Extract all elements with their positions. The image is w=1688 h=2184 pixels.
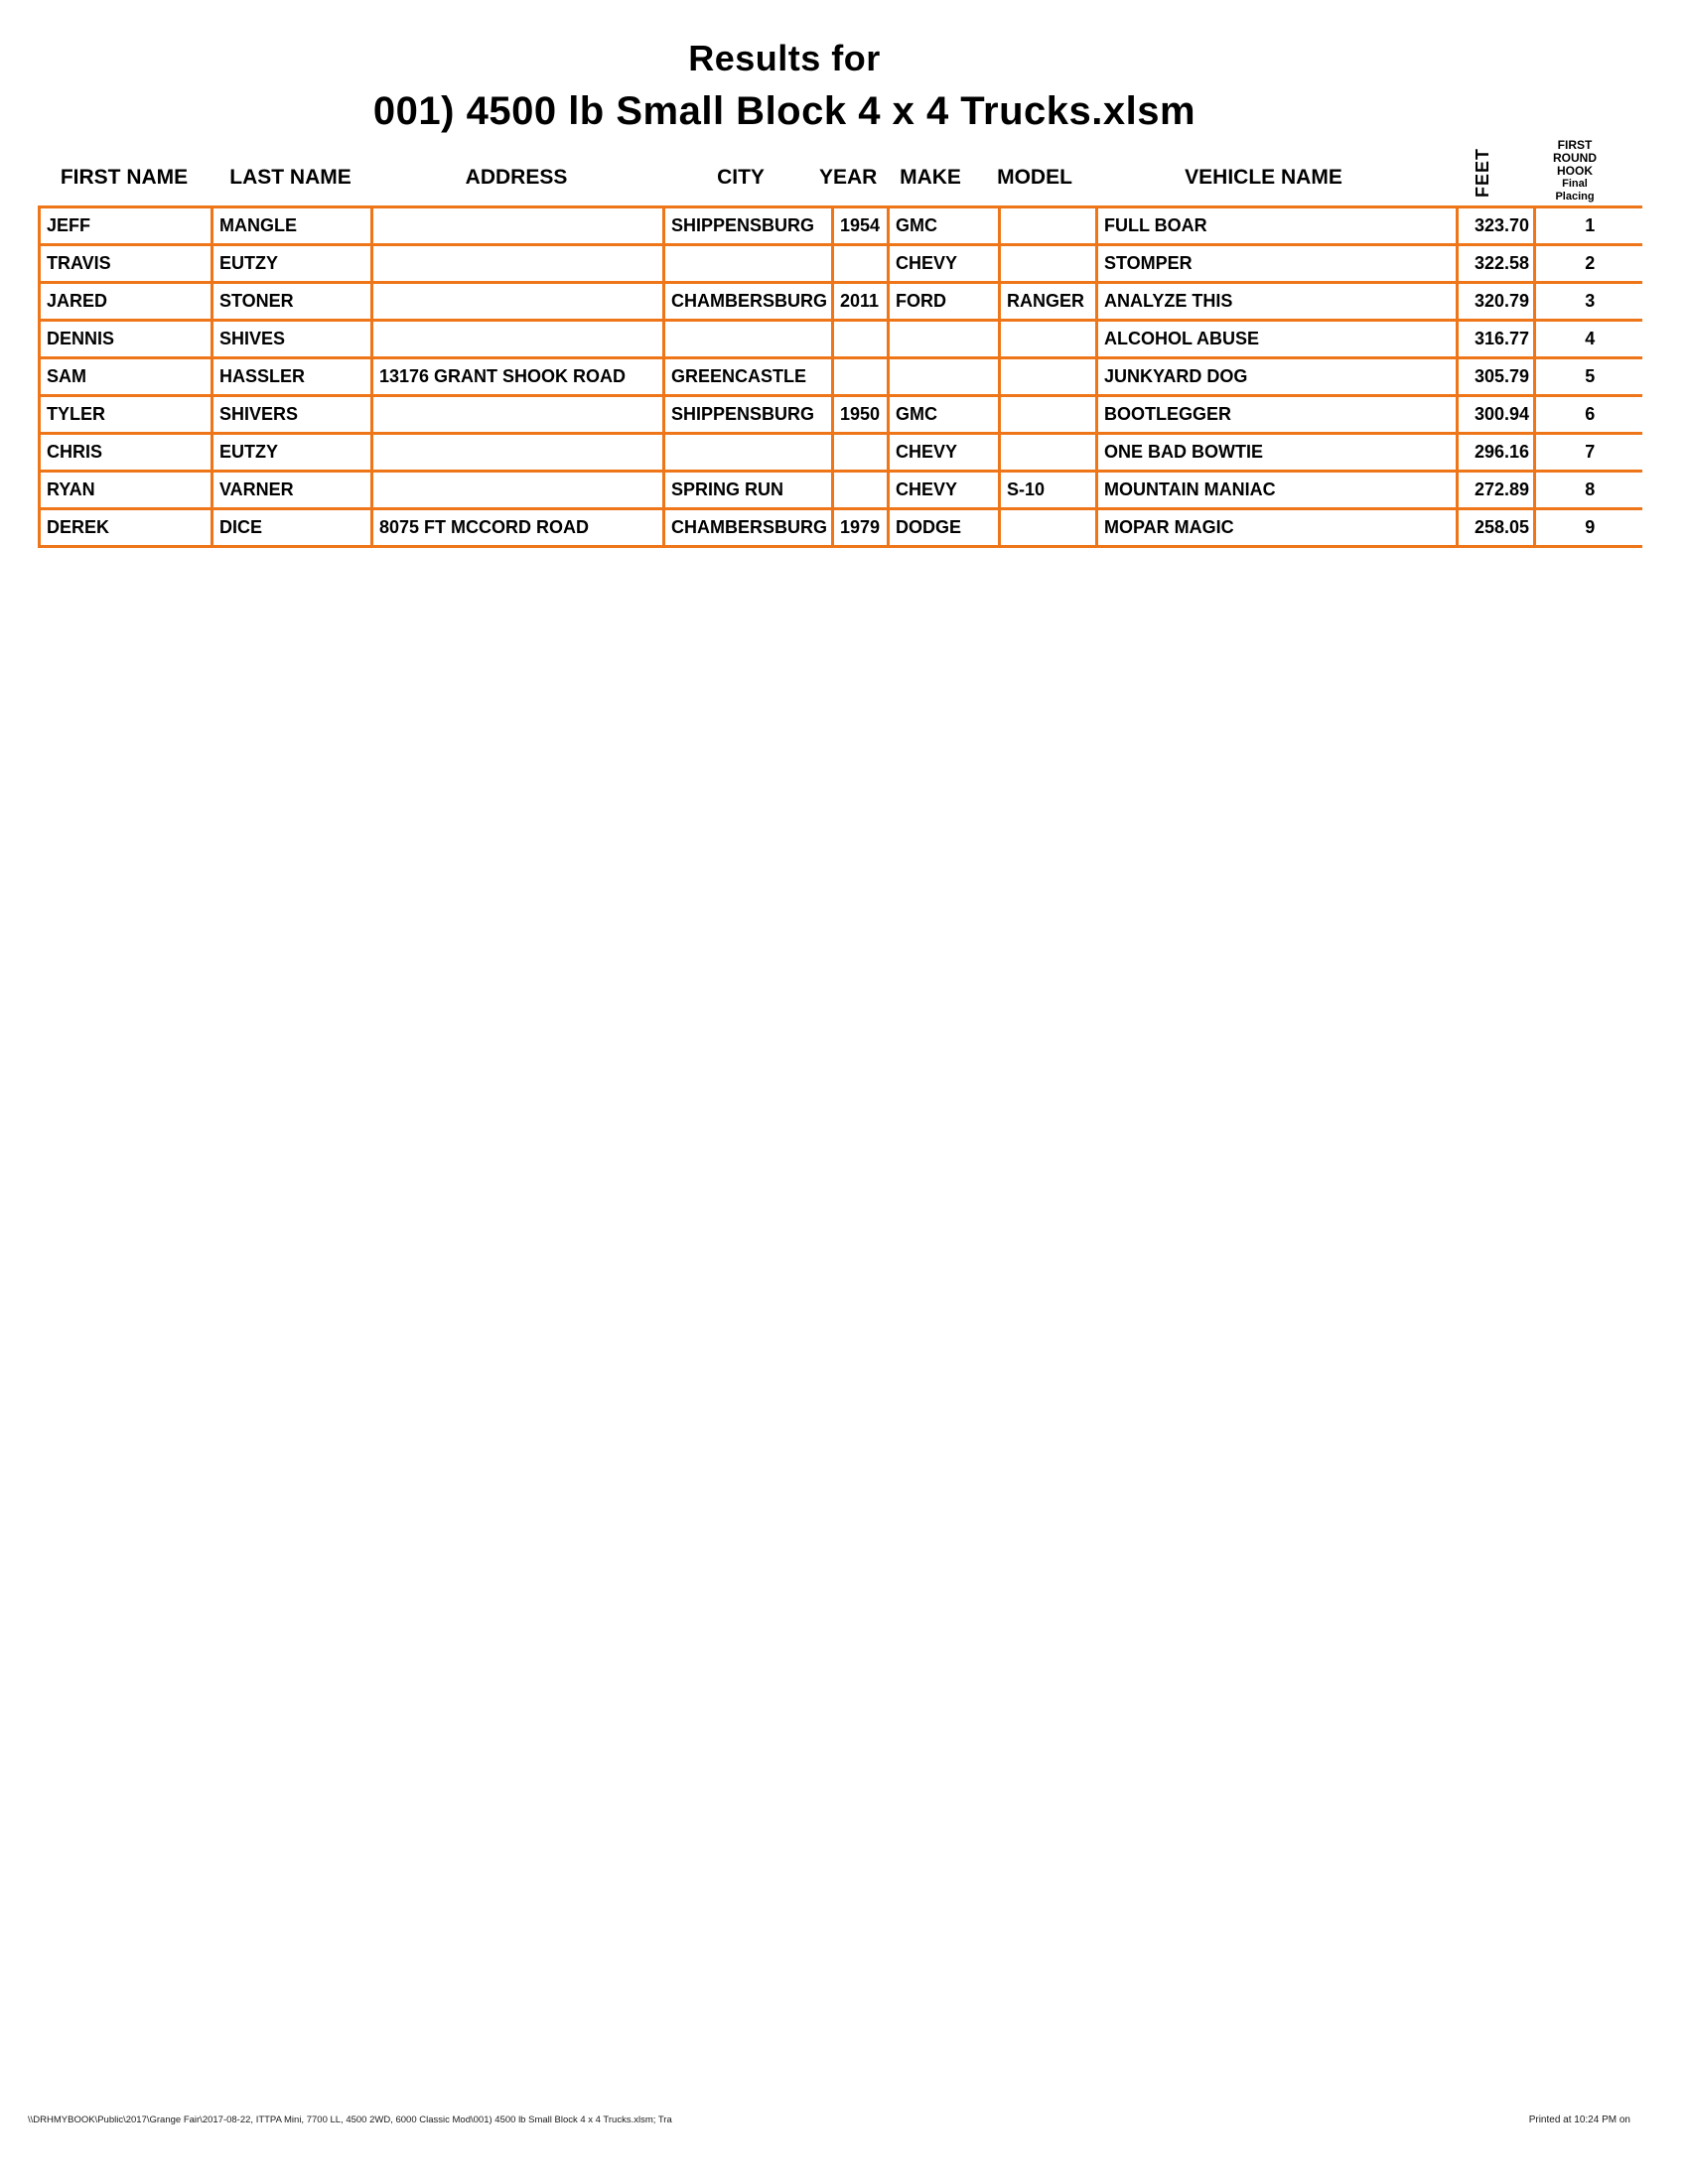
cell-first-name: SAM <box>40 358 212 396</box>
cell-year <box>833 245 889 283</box>
table-row <box>40 321 1642 358</box>
cell-make: GMC <box>889 207 1000 245</box>
cell-address: 13176 GRANT SHOOK ROAD <box>372 358 664 396</box>
cell-city: SHIPPENSBURG <box>664 396 833 434</box>
table-row <box>40 245 1642 283</box>
cell-address <box>372 434 664 472</box>
cell-address <box>372 245 664 283</box>
column-header-last-name: LAST NAME <box>229 166 352 189</box>
cell-city <box>664 434 833 472</box>
cell-placing: 2 <box>1535 245 1642 283</box>
cell-city: SPRING RUN <box>664 472 833 509</box>
cell-last-name: STONER <box>212 283 372 321</box>
cell-placing: 3 <box>1535 283 1642 321</box>
cell-model: RANGER <box>1000 283 1097 321</box>
cell-year: 1954 <box>833 207 889 245</box>
column-header-first-round-hook <box>1521 139 1628 204</box>
cell-last-name: SHIVES <box>212 321 372 358</box>
column-header-vehicle-name: VEHICLE NAME <box>1185 166 1342 189</box>
cell-vehicle-name: ALCOHOL ABUSE <box>1097 321 1458 358</box>
cell-address <box>372 396 664 434</box>
cell-year <box>833 358 889 396</box>
cell-vehicle-name: MOPAR MAGIC <box>1097 509 1458 547</box>
hook-header-line-2: ROUND <box>1553 151 1597 165</box>
cell-model: S-10 <box>1000 472 1097 509</box>
cell-vehicle-name: MOUNTAIN MANIAC <box>1097 472 1458 509</box>
cell-vehicle-name: STOMPER <box>1097 245 1458 283</box>
cell-make <box>889 358 1000 396</box>
cell-first-name: RYAN <box>40 472 212 509</box>
cell-model <box>1000 396 1097 434</box>
cell-vehicle-name: BOOTLEGGER <box>1097 396 1458 434</box>
cell-last-name: MANGLE <box>212 207 372 245</box>
cell-feet: 305.79 <box>1458 358 1535 396</box>
cell-placing: 7 <box>1535 434 1642 472</box>
cell-feet: 323.70 <box>1458 207 1535 245</box>
cell-feet: 300.94 <box>1458 396 1535 434</box>
cell-first-name: DEREK <box>40 509 212 547</box>
cell-city: CHAMBERSBURG <box>664 283 833 321</box>
column-header-first-name: FIRST NAME <box>60 166 189 189</box>
cell-first-name: TRAVIS <box>40 245 212 283</box>
cell-feet: 316.77 <box>1458 321 1535 358</box>
cell-placing: 8 <box>1535 472 1642 509</box>
table-row <box>40 434 1642 472</box>
cell-city <box>664 321 833 358</box>
table-row <box>40 358 1642 396</box>
cell-make <box>889 321 1000 358</box>
footer-file-path: \\DRHMYBOOK\Public\2017\Grange Fair\2017-08-22, ITTPA Mini, 7700 LL, 4500 2WD, 6000 Classic Mod\001) 4500 lb Small Block 4 x 4 Trucks.xlsm; Tra <box>28 2115 672 2125</box>
cell-year: 1979 <box>833 509 889 547</box>
cell-address <box>372 321 664 358</box>
cell-feet: 258.05 <box>1458 509 1535 547</box>
cell-model <box>1000 509 1097 547</box>
hook-header-line-1: FIRST <box>1557 138 1593 152</box>
report-title-line2: 001) 4500 lb Small Block 4 x 4 Trucks.xlsm <box>372 89 1196 133</box>
cell-feet: 296.16 <box>1458 434 1535 472</box>
table-row <box>40 472 1642 509</box>
cell-model <box>1000 434 1097 472</box>
cell-vehicle-name: JUNKYARD DOG <box>1097 358 1458 396</box>
cell-vehicle-name: ANALYZE THIS <box>1097 283 1458 321</box>
column-header-row <box>38 129 1628 205</box>
cell-year <box>833 472 889 509</box>
column-header-year: YEAR <box>819 166 878 189</box>
hook-header-line-4: Final <box>1562 178 1588 190</box>
column-header-address: ADDRESS <box>465 166 568 189</box>
cell-year: 1950 <box>833 396 889 434</box>
cell-vehicle-name: ONE BAD BOWTIE <box>1097 434 1458 472</box>
hook-header-line-5: Placing <box>1555 191 1595 203</box>
cell-placing: 6 <box>1535 396 1642 434</box>
cell-first-name: TYLER <box>40 396 212 434</box>
cell-first-name: JEFF <box>40 207 212 245</box>
cell-vehicle-name: FULL BOAR <box>1097 207 1458 245</box>
cell-year <box>833 321 889 358</box>
table-row <box>40 283 1642 321</box>
table-row <box>40 207 1642 245</box>
cell-placing: 5 <box>1535 358 1642 396</box>
cell-model <box>1000 245 1097 283</box>
results-table <box>38 205 1642 548</box>
cell-address <box>372 283 664 321</box>
cell-feet: 322.58 <box>1458 245 1535 283</box>
cell-last-name: SHIVERS <box>212 396 372 434</box>
table-row <box>40 396 1642 434</box>
report-title-line1: Results for <box>688 38 881 78</box>
cell-city: CHAMBERSBURG <box>664 509 833 547</box>
cell-last-name: HASSLER <box>212 358 372 396</box>
cell-city: SHIPPENSBURG <box>664 207 833 245</box>
cell-last-name: VARNER <box>212 472 372 509</box>
cell-city: GREENCASTLE <box>664 358 833 396</box>
cell-placing: 1 <box>1535 207 1642 245</box>
cell-first-name: DENNIS <box>40 321 212 358</box>
cell-last-name: EUTZY <box>212 434 372 472</box>
table-row <box>40 509 1642 547</box>
column-header-model: MODEL <box>997 166 1072 189</box>
cell-last-name: DICE <box>212 509 372 547</box>
cell-last-name: EUTZY <box>212 245 372 283</box>
cell-make: FORD <box>889 283 1000 321</box>
report-title-block <box>0 38 1569 134</box>
cell-model <box>1000 207 1097 245</box>
footer-printed-time: Printed at 10:24 PM on <box>1528 2115 1630 2125</box>
cell-make: CHEVY <box>889 472 1000 509</box>
cell-city <box>664 245 833 283</box>
hook-header-line-3: HOOK <box>1557 164 1593 178</box>
cell-model <box>1000 321 1097 358</box>
cell-model <box>1000 358 1097 396</box>
cell-make: CHEVY <box>889 245 1000 283</box>
cell-make: CHEVY <box>889 434 1000 472</box>
cell-first-name: JARED <box>40 283 212 321</box>
cell-placing: 4 <box>1535 321 1642 358</box>
column-header-city: CITY <box>717 166 765 189</box>
column-header-feet <box>1444 142 1521 204</box>
cell-address <box>372 472 664 509</box>
cell-make: DODGE <box>889 509 1000 547</box>
cell-placing: 9 <box>1535 509 1642 547</box>
cell-year <box>833 434 889 472</box>
cell-year: 2011 <box>833 283 889 321</box>
cell-address <box>372 207 664 245</box>
feet-rotated-label: FEET <box>1472 147 1492 198</box>
cell-feet: 272.89 <box>1458 472 1535 509</box>
column-header-make: MAKE <box>900 166 961 189</box>
cell-feet: 320.79 <box>1458 283 1535 321</box>
cell-address: 8075 FT MCCORD ROAD <box>372 509 664 547</box>
cell-first-name: CHRIS <box>40 434 212 472</box>
results-table-body <box>40 207 1642 547</box>
cell-make: GMC <box>889 396 1000 434</box>
